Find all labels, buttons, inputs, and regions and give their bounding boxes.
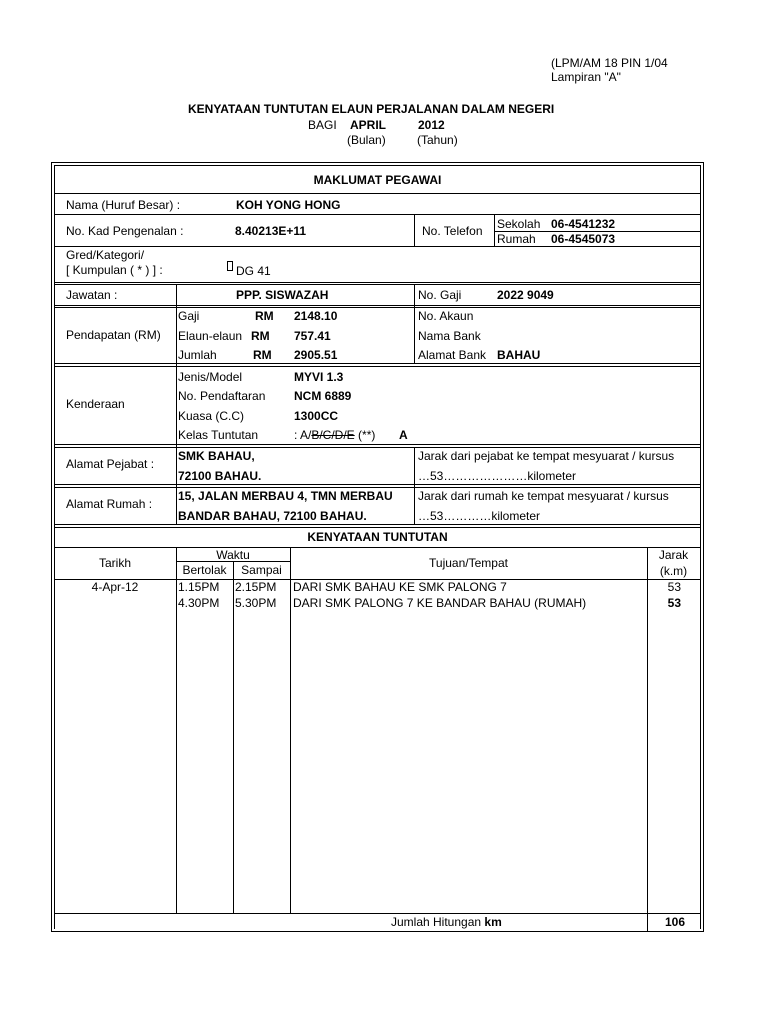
rule — [414, 214, 415, 246]
pendaftaran-label: No. Pendaftaran — [178, 389, 266, 403]
rule — [176, 547, 177, 913]
rule — [54, 913, 701, 914]
elaun-value: 757.41 — [294, 329, 331, 343]
rule — [54, 487, 701, 488]
kelas-label: Kelas Tuntutan — [178, 428, 259, 442]
row-tujuan: DARI SMK PALONG 7 KE BANDAR BAHAU (RUMAH) — [293, 596, 587, 610]
col-sampai: Sampai — [241, 563, 282, 577]
rule — [290, 547, 291, 913]
jarak-rumah-value: …53…………kilometer — [418, 509, 541, 523]
form-title: KENYATAAN TUNTUTAN ELAUN PERJALANAN DALAM NEGERI — [188, 102, 555, 116]
jumlah-value: 2905.51 — [294, 348, 338, 362]
section-maklumat-pegawai: MAKLUMAT PEGAWAI — [313, 173, 442, 187]
sekolah-label: Sekolah — [497, 217, 541, 231]
form-reference: (LPM/AM 18 PIN 1/04 — [551, 56, 668, 70]
alamat-rumah-label: Alamat Rumah : — [66, 497, 153, 511]
kelas-prefix: : A/ — [294, 428, 312, 442]
rule — [54, 366, 701, 367]
rule — [54, 524, 701, 525]
lampiran-label: Lampiran "A" — [551, 70, 621, 84]
pendapatan-label: Pendapatan (RM) — [66, 328, 161, 342]
kuasa-value: 1300CC — [294, 409, 339, 423]
pendaftaran-value: NCM 6889 — [294, 389, 352, 403]
frame-left — [51, 162, 52, 932]
model-label: Jenis/Model — [178, 370, 243, 384]
elaun-label: Elaun-elaun — [178, 329, 243, 343]
jawatan-value: PPP. SISWAZAH — [236, 288, 329, 302]
rule — [176, 284, 177, 524]
kelas-value: A — [399, 428, 408, 442]
nama-value: KOH YONG HONG — [236, 198, 341, 212]
rule — [54, 282, 701, 283]
rumah-line1: 15, JALAN MERBAU 4, TMN MERBAU — [178, 489, 393, 503]
gred-label-line1: Gred/Kategori/ — [66, 248, 145, 262]
rule — [414, 447, 415, 524]
telefon-label: No. Telefon — [422, 224, 483, 238]
row-tarikh: 4-Apr-12 — [91, 580, 139, 594]
rule — [54, 547, 701, 548]
gaji-value: 2148.10 — [294, 309, 338, 323]
jarak-pejabat-value: …53…………………kilometer — [418, 469, 577, 483]
gred-value: DG 41 — [236, 264, 271, 278]
rule — [54, 214, 701, 215]
col-jarak-unit: (k.m) — [659, 564, 688, 578]
kelas-struck: B/C/D/E — [311, 428, 355, 442]
row-bertolak: 1.15PM — [178, 580, 220, 594]
rumah-line2: BANDAR BAHAU, 72100 BAHAU. — [178, 509, 367, 523]
rule — [54, 484, 701, 485]
rule — [54, 284, 701, 285]
col-tarikh: Tarikh — [98, 556, 131, 570]
rule — [54, 444, 701, 445]
sekolah-phone: 06-4541232 — [551, 217, 616, 231]
rule — [54, 246, 701, 247]
kad-pengenalan-value: 8.40213E+11 — [235, 224, 307, 238]
jawatan-label: Jawatan : — [66, 288, 118, 302]
no-akaun-label: No. Akaun — [418, 309, 474, 323]
row-sampai: 5.30PM — [235, 596, 277, 610]
section-kenyataan-tuntutan: KENYATAAN TUNTUTAN — [307, 530, 448, 544]
frame-bottom — [51, 931, 704, 932]
kuasa-label: Kuasa (C.C) — [178, 409, 245, 423]
rule — [54, 305, 701, 306]
kelas-options — [294, 428, 375, 442]
row-sampai: 2.15PM — [235, 580, 277, 594]
no-gaji-label: No. Gaji — [418, 288, 462, 302]
col-bertolak: Bertolak — [182, 563, 227, 577]
rule — [54, 307, 701, 308]
nama-bank-label: Nama Bank — [418, 329, 481, 343]
rule — [494, 214, 495, 246]
rumah-label: Rumah — [497, 232, 536, 246]
month-caption: (Bulan) — [347, 133, 386, 147]
jarak-pejabat-label: Jarak dari pejabat ke tempat mesyuarat / kursus — [418, 449, 675, 463]
alamat-bank-value: BAHAU — [497, 348, 541, 362]
claim-month: APRIL — [350, 118, 386, 132]
row-jarak: 53 — [667, 580, 681, 594]
checkbox-icon — [227, 261, 233, 271]
frame-top — [51, 162, 704, 163]
elaun-currency: RM — [251, 329, 270, 343]
bagi-label: BAGI — [308, 118, 337, 132]
kad-pengenalan-label: No. Kad Pengenalan : — [66, 224, 184, 238]
rule — [54, 165, 701, 166]
year-caption: (Tahun) — [417, 133, 458, 147]
rule — [54, 193, 701, 194]
kelas-suffix: (**) — [354, 428, 376, 442]
rule — [54, 527, 701, 528]
gaji-label: Gaji — [178, 309, 200, 323]
total-label-text: Jumlah Hitungan — [391, 915, 482, 929]
row-tujuan: DARI SMK BAHAU KE SMK PALONG 7 — [293, 580, 507, 594]
gred-label-line2: [ Kumpulan ( * ) ] : — [66, 263, 163, 277]
col-jarak: Jarak — [658, 548, 689, 562]
no-gaji-value: 2022 9049 — [497, 288, 554, 302]
pejabat-line1: SMK BAHAU, — [178, 449, 255, 463]
pejabat-line2: 72100 BAHAU. — [178, 469, 262, 483]
gaji-currency: RM — [255, 309, 274, 323]
jumlah-label: Jumlah — [178, 348, 217, 362]
jarak-rumah-label: Jarak dari rumah ke tempat mesyuarat / kursus — [418, 489, 669, 503]
frame-right — [703, 162, 704, 932]
rumah-phone: 06-4545073 — [551, 232, 616, 246]
col-waktu: Waktu — [216, 548, 250, 562]
alamat-pejabat-label: Alamat Pejabat : — [66, 457, 155, 471]
kenderaan-label: Kenderaan — [66, 397, 125, 411]
rule — [54, 363, 701, 364]
rule — [54, 447, 701, 448]
rule — [233, 561, 234, 913]
rule — [414, 284, 415, 364]
total-unit: km — [484, 915, 502, 929]
jumlah-currency: RM — [253, 348, 272, 362]
nama-label: Nama (Huruf Besar) : — [66, 198, 181, 212]
row-jarak: 53 — [667, 596, 681, 610]
alamat-bank-label: Alamat Bank — [418, 348, 487, 362]
col-tujuan: Tujuan/Tempat — [429, 556, 508, 570]
claim-year: 2012 — [418, 118, 445, 132]
total-label — [391, 915, 502, 929]
row-bertolak: 4.30PM — [178, 596, 220, 610]
model-value: MYVI 1.3 — [294, 370, 344, 384]
total-value: 106 — [664, 915, 685, 929]
